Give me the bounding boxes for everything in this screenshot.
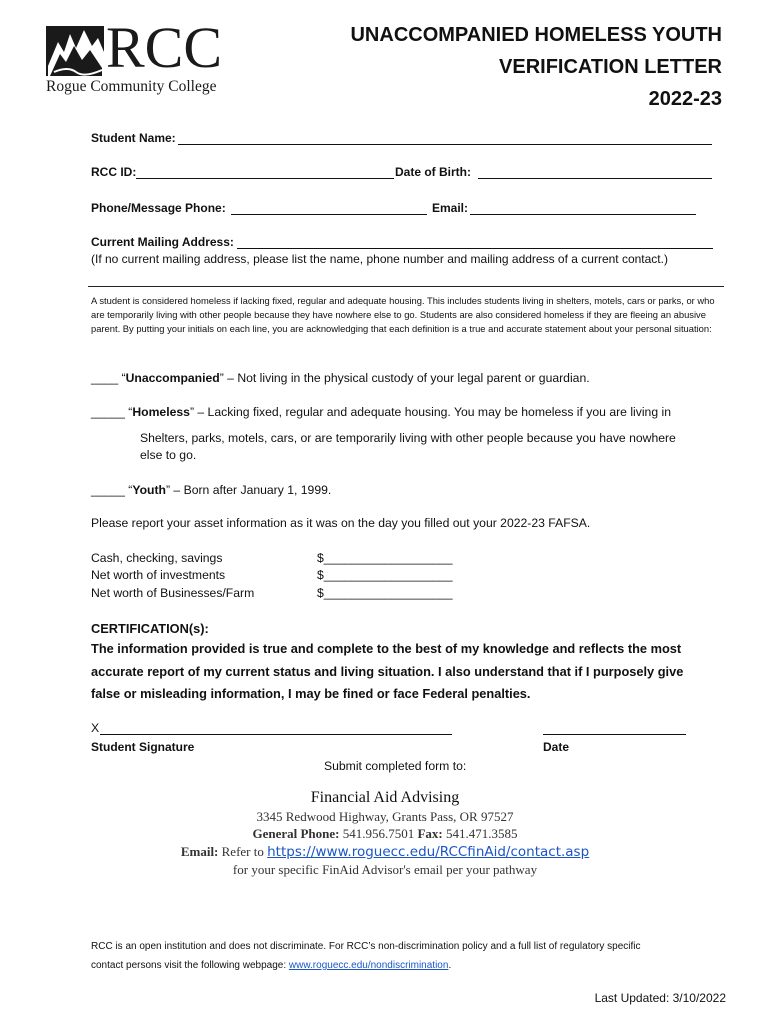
asset-value-business[interactable]: $___________________	[317, 586, 453, 600]
unaccompanied-definition: ____ “Unaccompanied” – Not living in the physical custody of your legal parent or guardian.	[91, 371, 590, 385]
last-updated: Last Updated: 3/10/2022	[594, 991, 726, 1005]
homeless-definition: _____ “Homeless” – Lacking fixed, regular and adequate housing. You may be homeless if you are living in	[91, 405, 671, 419]
certification-line-1: The information provided is true and complete to the best of my knowledge and reflects the most	[91, 641, 682, 656]
dob-label: Date of Birth:	[395, 165, 471, 179]
mailing-address-label: Current Mailing Address:	[91, 235, 234, 249]
phone-label: Phone/Message Phone:	[91, 201, 226, 215]
title-year: 2022-23	[648, 88, 722, 110]
date-label: Date	[543, 740, 570, 754]
asset-label-business: Net worth of Businesses/Farm	[91, 586, 255, 600]
youth-term: Youth	[132, 483, 166, 497]
pathway-note: for your specific FinAid Advisor's email per your pathway	[232, 862, 538, 877]
asset-prompt: Please report your asset information as it was on the day you filled out your 2022-23 FAFSA.	[91, 516, 591, 530]
office-address: 3345 Redwood Highway, Grants Pass, OR 97527	[256, 809, 514, 824]
certification-heading: CERTIFICATION(s):	[91, 621, 209, 636]
homeless-definition-line-3: else to go.	[140, 448, 197, 462]
student-signature-field[interactable]	[100, 734, 452, 735]
homeless-initials-blank[interactable]: _____	[91, 405, 125, 419]
office-email-line: Email: Refer to https://www.roguecc.edu/RCCfinAid/contact.asp	[180, 844, 590, 860]
asset-label-cash: Cash, checking, savings	[91, 551, 223, 565]
fax-number: 541.471.3585	[446, 826, 518, 841]
email-field[interactable]	[470, 214, 696, 215]
youth-initials-blank[interactable]: _____	[91, 483, 125, 497]
phone-field[interactable]	[231, 214, 427, 215]
logo-text: RCC	[106, 15, 223, 80]
rcc-id-field[interactable]	[136, 178, 394, 179]
email-label: Email:	[432, 201, 469, 215]
dob-field[interactable]	[478, 178, 712, 179]
mailing-address-field[interactable]	[237, 248, 713, 249]
date-field[interactable]	[543, 734, 686, 735]
mailing-address-note: (If no current mailing address, please list the name, phone number and mailing address of a current contact.)	[91, 252, 668, 266]
contact-link[interactable]: https://www.roguecc.edu/RCCfinAid/contact.asp	[267, 844, 590, 860]
college-logo	[46, 15, 246, 100]
title-line-2: VERIFICATION LETTER	[499, 56, 722, 78]
homeless-definition-line-2: Shelters, parks, motels, cars, or are temporarily living with other people because you have nowhere	[140, 431, 676, 445]
section-divider	[88, 286, 724, 287]
certification-line-2: accurate report of my current status and living situation. I also understand that if I purposely give	[91, 664, 684, 679]
nondiscrimination-line-1: RCC is an open institution and does not discriminate. For RCC’s non-discrimination policy and a full list of regulatory specific	[91, 941, 641, 952]
homeless-definition-intro: A student is considered homeless if lacking fixed, regular and adequate housing. This includes students living in shelters, motels, cars or parks, or who are temporarily living with other people because they have nowhere else to go. Students are also considered homeless if they are fleeing an abusive parent. By putting your initials on each line, you are acknowledging that each definition is a true and accurate statement about your personal situation:	[91, 295, 715, 334]
youth-definition: _____ “Youth” – Born after January 1, 1999.	[91, 483, 332, 497]
nondiscrimination-link[interactable]: www.roguecc.edu/nondiscrimination	[288, 960, 449, 971]
title-line-1: UNACCOMPANIED HOMELESS YOUTH	[350, 24, 722, 46]
student-name-field[interactable]	[178, 144, 712, 145]
phone-number: 541.956.7501	[342, 826, 415, 841]
tree-landscape-icon	[46, 22, 106, 78]
rcc-id-label: RCC ID:	[91, 165, 137, 179]
nondiscrimination-line-2: contact persons visit the following webpage: www.roguecc.edu/nondiscrimination.	[91, 960, 452, 971]
office-phone-fax: General Phone: 541.956.7501 Fax: 541.471.3585	[252, 826, 518, 841]
unaccompanied-initials-blank[interactable]: ____	[91, 371, 119, 385]
asset-label-investments: Net worth of investments	[91, 568, 226, 582]
asset-value-investments[interactable]: $___________________	[317, 568, 453, 582]
unaccompanied-term: Unaccompanied	[125, 371, 220, 385]
student-signature-label: Student Signature	[91, 740, 195, 754]
homeless-term: Homeless	[132, 405, 190, 419]
logo-subtitle: Rogue Community College	[46, 78, 217, 95]
office-name: Financial Aid Advising	[310, 789, 460, 806]
certification-line-3: false or misleading information, I may be fined or face Federal penalties.	[91, 686, 531, 701]
signature-x: X	[91, 721, 100, 735]
student-name-label: Student Name:	[91, 131, 176, 145]
submit-prompt: Submit completed form to:	[324, 759, 467, 773]
asset-value-cash[interactable]: $___________________	[317, 551, 453, 565]
